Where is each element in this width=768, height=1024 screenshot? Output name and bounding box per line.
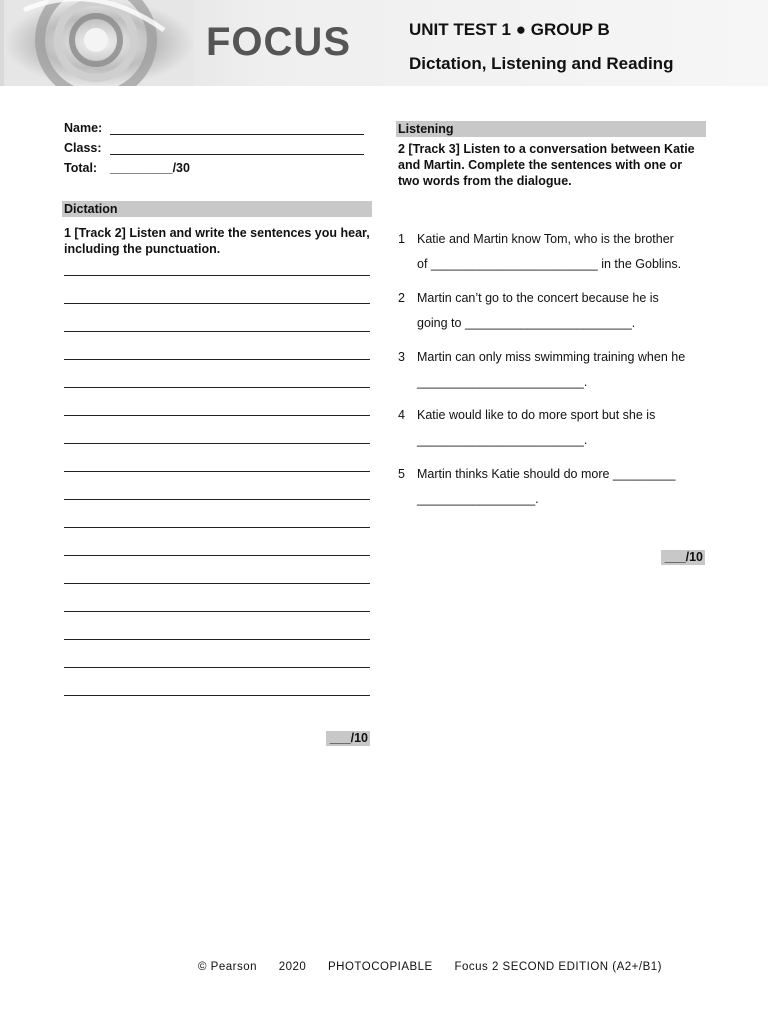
writing-line[interactable]: [64, 611, 370, 612]
question-number: 1: [398, 232, 405, 246]
writing-line[interactable]: [64, 667, 370, 668]
class-field[interactable]: [110, 154, 364, 155]
writing-line[interactable]: [64, 387, 370, 388]
question-text: Martin thinks Katie should do more _________: [417, 467, 676, 481]
name-field[interactable]: [110, 134, 364, 135]
question-answer-line[interactable]: ________________________.: [417, 433, 588, 447]
class-label: Class:: [64, 141, 102, 155]
footer-photocopiable: PHOTOCOPIABLE: [328, 961, 433, 973]
question-number: 3: [398, 350, 405, 364]
question-answer-line[interactable]: _________________.: [417, 492, 539, 506]
writing-line[interactable]: [64, 639, 370, 640]
writing-line[interactable]: [64, 275, 370, 276]
listening-instruction: [398, 141, 704, 189]
question-text: Katie and Martin know Tom, who is the brother: [417, 232, 674, 246]
question-text: Martin can only miss swimming training when he: [417, 350, 686, 364]
focus-logo: FOCUS: [206, 20, 351, 64]
dictation-score[interactable]: ___/10: [326, 731, 370, 746]
unit-title: UNIT TEST 1 ● GROUP B: [409, 20, 610, 39]
writing-line[interactable]: [64, 471, 370, 472]
writing-line[interactable]: [64, 555, 370, 556]
writing-line[interactable]: [64, 443, 370, 444]
writing-line[interactable]: [64, 415, 370, 416]
question-answer-line[interactable]: ________________________.: [417, 375, 588, 389]
question-number: 5: [398, 467, 405, 481]
question-answer-line[interactable]: of ________________________ in the Goblins.: [417, 257, 682, 271]
writing-line[interactable]: [64, 695, 370, 696]
footer-edition: Focus 2 SECOND EDITION (A2+/B1): [454, 961, 662, 973]
footer-copyright: © Pearson: [198, 961, 258, 973]
listening-section-title: Listening: [396, 121, 706, 137]
swirl-logo-graphic: [4, 0, 194, 86]
listening-score[interactable]: ___/10: [661, 550, 705, 565]
writing-line[interactable]: [64, 303, 370, 304]
question-answer-line[interactable]: going to ________________________.: [417, 316, 636, 330]
listening-instruction-bold: 2 [Track 3] Listen to a conversation between Katie and Martin.: [398, 142, 695, 172]
dictation-instruction: 1 [Track 2] Listen and write the sentences you hear, including the punctuation.: [64, 226, 370, 256]
question-text: Katie would like to do more sport but she is: [417, 408, 656, 422]
question-number: 2: [398, 291, 405, 305]
header-banner: [0, 0, 768, 86]
footer-year: 2020: [278, 961, 307, 973]
name-label: Name:: [64, 121, 103, 135]
writing-line[interactable]: [64, 331, 370, 332]
dictation-section-title: Dictation: [62, 201, 372, 217]
test-subtitle: Dictation, Listening and Reading: [409, 54, 674, 73]
question-text: Martin can’t go to the concert because he is: [417, 291, 659, 305]
writing-line[interactable]: [64, 359, 370, 360]
writing-line[interactable]: [64, 583, 370, 584]
writing-line[interactable]: [64, 499, 370, 500]
writing-line[interactable]: [64, 527, 370, 528]
listening-instruction-rest: Complete the sentences with one or two words from the dialogue.: [398, 158, 683, 188]
total-field[interactable]: _________/30: [110, 161, 190, 175]
total-label: Total:: [64, 161, 98, 175]
page-footer: [198, 961, 662, 973]
question-number: 4: [398, 408, 405, 422]
